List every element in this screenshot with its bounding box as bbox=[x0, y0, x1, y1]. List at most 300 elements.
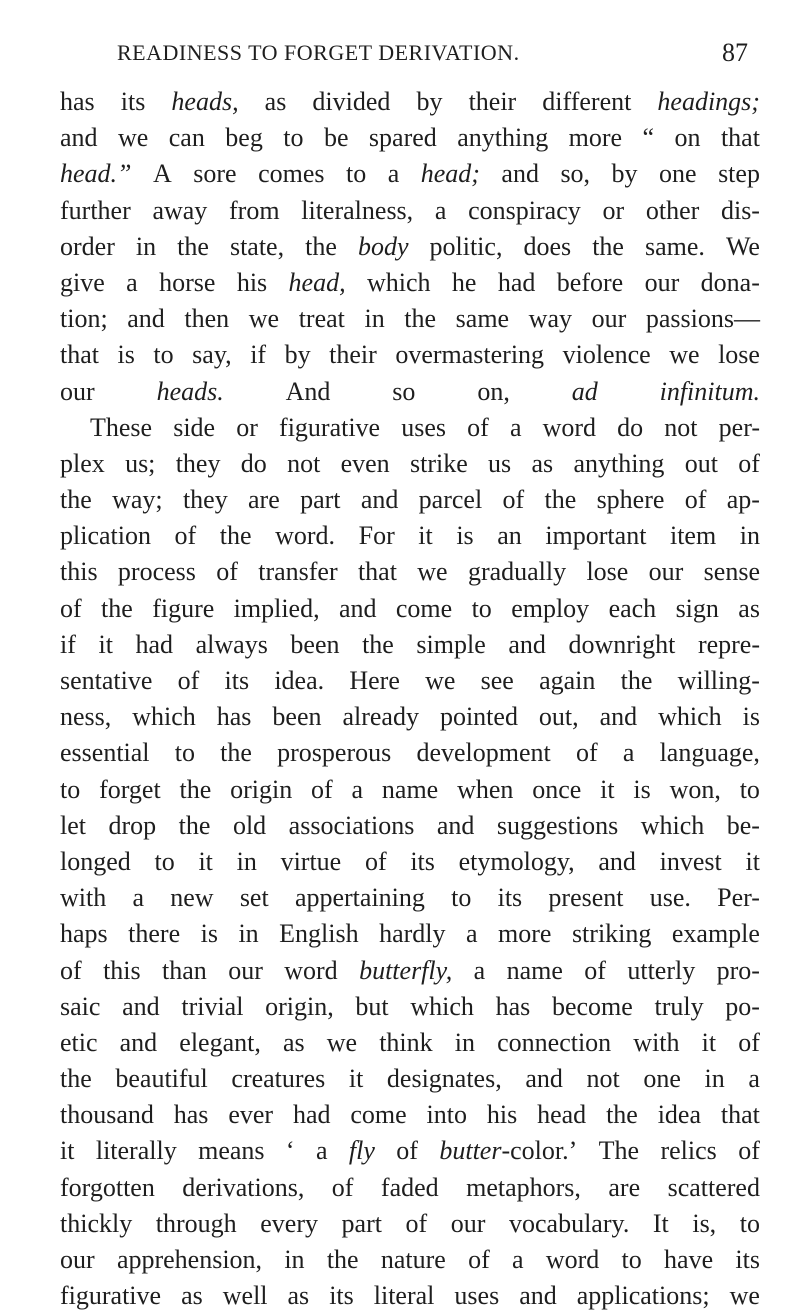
word: sentative bbox=[60, 666, 153, 695]
word: butter-color.’ bbox=[439, 1136, 578, 1166]
word: word bbox=[545, 1245, 600, 1274]
word: and bbox=[60, 123, 98, 153]
word: be bbox=[323, 123, 349, 153]
word: of bbox=[738, 1136, 760, 1166]
word: they bbox=[175, 448, 221, 478]
word: are bbox=[248, 485, 280, 515]
word: head.” bbox=[60, 159, 132, 189]
word: of bbox=[60, 593, 82, 623]
word: longed bbox=[60, 846, 131, 876]
word: scattered bbox=[667, 1172, 760, 1202]
word: be- bbox=[726, 810, 760, 840]
word: or bbox=[602, 195, 625, 225]
word: before bbox=[556, 267, 624, 297]
word: that bbox=[720, 1100, 760, 1130]
word: a bbox=[466, 919, 478, 949]
word: nature bbox=[380, 1245, 446, 1274]
word: give bbox=[60, 267, 105, 297]
word: say, bbox=[192, 340, 232, 370]
word: we bbox=[425, 666, 456, 695]
word: and bbox=[436, 810, 475, 840]
word: a bbox=[387, 159, 400, 189]
word: virtue bbox=[280, 846, 342, 876]
word: of bbox=[311, 774, 333, 804]
word: pointed bbox=[439, 702, 518, 732]
word: have bbox=[664, 1245, 714, 1274]
word: “ bbox=[642, 123, 655, 153]
word: and bbox=[508, 629, 546, 659]
word: word. bbox=[275, 521, 336, 551]
word: A bbox=[152, 159, 172, 189]
word: to bbox=[283, 123, 304, 153]
word: of bbox=[405, 1208, 428, 1238]
word: on, bbox=[477, 376, 510, 406]
word: creatures bbox=[231, 1064, 326, 1094]
word: part bbox=[341, 1208, 382, 1238]
word: had bbox=[497, 267, 536, 297]
word: has bbox=[173, 1100, 209, 1130]
word: faded bbox=[380, 1172, 439, 1202]
word: well bbox=[222, 1281, 268, 1311]
text-line bbox=[60, 337, 760, 373]
word: ap- bbox=[726, 485, 760, 515]
word: sore bbox=[193, 159, 237, 189]
word: their bbox=[329, 340, 377, 370]
word: a bbox=[473, 955, 486, 985]
word: heads, bbox=[171, 87, 239, 116]
word: development bbox=[416, 738, 551, 768]
word: his bbox=[486, 1100, 518, 1130]
word: the bbox=[219, 521, 252, 551]
word: downright bbox=[568, 629, 676, 659]
word: is bbox=[200, 919, 218, 949]
word: the bbox=[220, 738, 252, 768]
word: transfer bbox=[258, 557, 338, 587]
word: employ bbox=[511, 593, 590, 623]
word: in bbox=[704, 1064, 725, 1094]
word: the bbox=[177, 231, 209, 261]
word: tion; bbox=[60, 304, 108, 334]
word: their bbox=[468, 87, 517, 116]
word: prosperous bbox=[277, 738, 392, 768]
word: order bbox=[60, 231, 115, 261]
word: and bbox=[360, 485, 399, 515]
word: thousand bbox=[60, 1100, 154, 1130]
word: lose bbox=[718, 340, 760, 370]
text-line bbox=[60, 482, 760, 518]
word: figurative bbox=[60, 1281, 162, 1311]
word: name bbox=[506, 955, 563, 985]
word: a bbox=[132, 883, 145, 913]
word: step bbox=[718, 159, 760, 189]
word: as bbox=[738, 593, 760, 623]
word: of bbox=[364, 846, 387, 876]
text-line bbox=[60, 156, 760, 192]
word: a bbox=[512, 1245, 524, 1274]
word: our bbox=[644, 267, 680, 297]
word: it bbox=[198, 846, 213, 876]
word: implied, bbox=[233, 593, 320, 623]
text-line bbox=[60, 735, 760, 771]
word: heads. bbox=[156, 376, 224, 406]
word: thickly bbox=[60, 1208, 133, 1238]
word: this bbox=[103, 955, 141, 985]
word: truly bbox=[654, 991, 704, 1021]
word: For bbox=[358, 521, 395, 551]
word: by bbox=[611, 159, 638, 189]
word: it bbox=[348, 1064, 364, 1094]
word: of bbox=[738, 1027, 760, 1057]
word: a bbox=[748, 1064, 760, 1094]
word: repre- bbox=[697, 629, 760, 659]
word: as bbox=[531, 448, 554, 478]
word: a bbox=[509, 412, 522, 442]
word: in bbox=[454, 1027, 475, 1057]
word: see bbox=[480, 666, 514, 695]
word: its bbox=[735, 1245, 760, 1274]
word: each bbox=[608, 593, 657, 623]
text-line bbox=[60, 554, 760, 590]
word: connection bbox=[497, 1027, 612, 1057]
word: state, bbox=[229, 231, 285, 261]
word: in bbox=[135, 231, 157, 261]
word: which bbox=[366, 267, 431, 297]
word: which bbox=[410, 991, 474, 1021]
word: of bbox=[216, 557, 238, 587]
word: when bbox=[457, 774, 514, 804]
word: it bbox=[418, 521, 433, 551]
text-line bbox=[60, 772, 760, 808]
word: to bbox=[174, 738, 195, 768]
word: item bbox=[669, 521, 717, 551]
word: the bbox=[326, 1245, 359, 1274]
word: is bbox=[633, 774, 651, 804]
word: relics bbox=[660, 1136, 717, 1166]
word: further bbox=[60, 195, 131, 225]
word: beg bbox=[225, 123, 263, 153]
word: dona- bbox=[700, 267, 760, 297]
word: ad bbox=[571, 376, 598, 406]
word: pro- bbox=[716, 955, 760, 985]
word: English bbox=[279, 919, 359, 949]
text-line bbox=[60, 699, 760, 735]
word: this bbox=[60, 557, 98, 587]
text-line bbox=[60, 880, 760, 916]
word: apprehension, bbox=[116, 1245, 263, 1274]
word: literalness, bbox=[301, 195, 414, 225]
text-line bbox=[60, 953, 760, 989]
word: we bbox=[248, 304, 280, 334]
word: willing- bbox=[677, 666, 760, 695]
text-line bbox=[60, 1025, 760, 1061]
word: plex bbox=[60, 448, 105, 478]
word: different bbox=[542, 87, 632, 116]
word: and bbox=[501, 159, 539, 189]
word: headings; bbox=[657, 87, 760, 116]
word: infinitum. bbox=[659, 376, 760, 406]
word: old bbox=[232, 810, 267, 840]
word: out bbox=[684, 448, 718, 478]
word: way; bbox=[112, 485, 163, 515]
word: name bbox=[381, 774, 439, 804]
word: and bbox=[127, 304, 165, 334]
word: the bbox=[544, 485, 577, 515]
word: but bbox=[355, 991, 389, 1021]
word: from bbox=[229, 195, 280, 225]
text-line bbox=[60, 663, 760, 699]
text-line bbox=[60, 374, 760, 410]
word: to bbox=[739, 774, 760, 804]
word: that bbox=[60, 340, 99, 370]
word: uses bbox=[454, 1281, 500, 1311]
text-line bbox=[60, 1170, 760, 1206]
word: is, bbox=[692, 1208, 717, 1238]
word: come bbox=[350, 1100, 407, 1130]
word: come bbox=[395, 593, 453, 623]
text-line bbox=[60, 229, 760, 265]
word: to bbox=[345, 159, 367, 189]
word: our bbox=[450, 1208, 486, 1238]
word: we bbox=[729, 1281, 760, 1311]
text-line bbox=[60, 1061, 760, 1097]
word: every bbox=[260, 1208, 318, 1238]
word: a bbox=[351, 774, 364, 804]
word: the bbox=[592, 231, 624, 261]
text-line bbox=[60, 265, 760, 301]
text-line bbox=[60, 446, 760, 482]
word: it bbox=[98, 629, 113, 659]
word: and bbox=[598, 846, 636, 876]
word: can bbox=[168, 123, 205, 153]
word: same. bbox=[644, 231, 705, 261]
word: derivations, bbox=[182, 1172, 305, 1202]
word: applications; bbox=[576, 1281, 710, 1311]
word: it bbox=[600, 774, 615, 804]
word: head, bbox=[288, 267, 346, 297]
word: which bbox=[658, 702, 722, 732]
word: as bbox=[264, 87, 287, 116]
word: an bbox=[497, 521, 522, 551]
word: language, bbox=[659, 738, 760, 768]
word: passions— bbox=[645, 304, 760, 334]
word: has bbox=[495, 991, 531, 1021]
word: and bbox=[525, 1064, 563, 1094]
word: as bbox=[282, 1027, 305, 1057]
word: vocabulary. bbox=[509, 1208, 630, 1238]
word: gradually bbox=[467, 557, 567, 587]
word: ness, bbox=[60, 702, 112, 732]
word: one bbox=[643, 1064, 681, 1094]
word: of bbox=[174, 521, 197, 551]
word: if bbox=[60, 629, 76, 659]
word: lose bbox=[586, 557, 629, 587]
word: set bbox=[239, 883, 269, 913]
word: conspiracy bbox=[468, 195, 581, 225]
word: our bbox=[228, 955, 263, 985]
word: the bbox=[60, 485, 92, 515]
word: does bbox=[523, 231, 572, 261]
word: origin, bbox=[265, 991, 334, 1021]
text-line bbox=[60, 120, 760, 156]
word: he bbox=[451, 267, 477, 297]
word: of bbox=[467, 412, 489, 442]
word: head bbox=[537, 1100, 587, 1130]
word: through bbox=[155, 1208, 237, 1238]
word: trivial bbox=[181, 991, 244, 1021]
word: its bbox=[497, 883, 523, 913]
text-line bbox=[60, 808, 760, 844]
word: they bbox=[182, 485, 228, 515]
word: violence bbox=[562, 340, 651, 370]
word: It bbox=[652, 1208, 669, 1238]
word: essential bbox=[60, 738, 150, 768]
word: on bbox=[674, 123, 701, 153]
text-line bbox=[60, 591, 760, 627]
word: ‘ bbox=[285, 1136, 295, 1166]
word: sphere bbox=[596, 485, 665, 515]
word: And bbox=[285, 376, 331, 406]
text-line bbox=[60, 1097, 760, 1133]
text-line bbox=[60, 84, 760, 120]
word: more bbox=[498, 919, 552, 949]
word: These bbox=[90, 412, 153, 442]
word: ever bbox=[228, 1100, 274, 1130]
word: once bbox=[532, 774, 582, 804]
word: dis- bbox=[720, 195, 760, 225]
word: example bbox=[671, 919, 760, 949]
word: use. bbox=[649, 883, 691, 913]
word: etymology, bbox=[458, 846, 575, 876]
word: its bbox=[224, 666, 250, 695]
word: the bbox=[101, 593, 133, 623]
word: to bbox=[154, 846, 175, 876]
word: beautiful bbox=[115, 1064, 208, 1094]
running-head bbox=[0, 40, 800, 80]
word: side bbox=[173, 412, 216, 442]
text-line bbox=[60, 844, 760, 880]
word: parcel bbox=[418, 485, 483, 515]
word: body bbox=[357, 231, 409, 261]
word: comes bbox=[258, 159, 325, 189]
word: the bbox=[60, 1064, 92, 1094]
word: its bbox=[120, 87, 146, 116]
word: if bbox=[250, 340, 267, 370]
text-line bbox=[60, 916, 760, 952]
word: word bbox=[284, 955, 338, 985]
body-text bbox=[60, 84, 760, 1314]
word: do bbox=[240, 448, 267, 478]
word: utterly bbox=[627, 955, 696, 985]
word: appertaining bbox=[294, 883, 425, 913]
word: plication bbox=[60, 521, 151, 551]
word: of bbox=[468, 1245, 490, 1274]
word: become bbox=[551, 991, 633, 1021]
word: to bbox=[60, 774, 81, 804]
page-number: 87 bbox=[722, 38, 748, 67]
word: politic, bbox=[429, 231, 503, 261]
word: again bbox=[539, 666, 596, 695]
word: which bbox=[132, 702, 196, 732]
word: uses bbox=[401, 412, 447, 442]
text-line bbox=[60, 1206, 760, 1242]
word: origin bbox=[230, 774, 293, 804]
word: of bbox=[396, 1136, 418, 1166]
word: anything bbox=[457, 123, 549, 153]
word: forgotten bbox=[60, 1172, 155, 1202]
word: simple bbox=[416, 629, 486, 659]
word: in bbox=[236, 846, 257, 876]
word: we bbox=[417, 557, 448, 587]
word: is bbox=[742, 702, 760, 732]
text-line bbox=[60, 627, 760, 663]
word: is bbox=[456, 521, 474, 551]
word: has bbox=[60, 87, 95, 116]
word: with bbox=[633, 1027, 680, 1057]
word: has bbox=[216, 702, 252, 732]
word: forget bbox=[99, 774, 161, 804]
word: then bbox=[184, 304, 230, 334]
word: in bbox=[284, 1245, 305, 1274]
word: not bbox=[287, 448, 321, 478]
word: always bbox=[195, 629, 268, 659]
word: it bbox=[60, 1136, 75, 1166]
word: its bbox=[329, 1281, 354, 1311]
word: think bbox=[379, 1027, 433, 1057]
word: as bbox=[287, 1281, 310, 1311]
word: metaphors, bbox=[466, 1172, 581, 1202]
text-line bbox=[60, 518, 760, 554]
word: the bbox=[606, 1100, 638, 1130]
word: as bbox=[181, 1281, 203, 1311]
word: and bbox=[119, 1027, 158, 1057]
word: means bbox=[198, 1136, 265, 1166]
word: into bbox=[426, 1100, 467, 1130]
word: to bbox=[451, 883, 472, 913]
word: etic bbox=[60, 1027, 98, 1057]
word: important bbox=[545, 521, 647, 551]
word: sign bbox=[675, 593, 719, 623]
word: won, bbox=[669, 774, 721, 804]
word: the bbox=[620, 666, 653, 695]
text-line bbox=[60, 410, 760, 446]
word: even bbox=[340, 448, 390, 478]
word: a bbox=[434, 195, 447, 225]
word: not bbox=[664, 412, 698, 442]
word: do bbox=[617, 412, 644, 442]
word: anything bbox=[573, 448, 665, 478]
word: his bbox=[236, 267, 268, 297]
word: more bbox=[568, 123, 623, 153]
word: invest bbox=[659, 846, 722, 876]
word: the bbox=[362, 629, 394, 659]
word: by bbox=[416, 87, 443, 116]
word: had bbox=[292, 1100, 331, 1130]
word: a bbox=[315, 1136, 328, 1166]
word: us; bbox=[125, 448, 156, 478]
word: our bbox=[60, 376, 95, 406]
word: way bbox=[528, 304, 572, 334]
word: had bbox=[135, 629, 174, 659]
text-line bbox=[60, 989, 760, 1025]
word: it bbox=[701, 1027, 717, 1057]
word: treat bbox=[298, 304, 345, 334]
word: so, bbox=[560, 159, 591, 189]
word: the bbox=[305, 231, 337, 261]
word: the bbox=[404, 304, 437, 334]
word: been bbox=[272, 702, 322, 732]
word: we bbox=[669, 340, 700, 370]
word: let bbox=[60, 810, 86, 840]
